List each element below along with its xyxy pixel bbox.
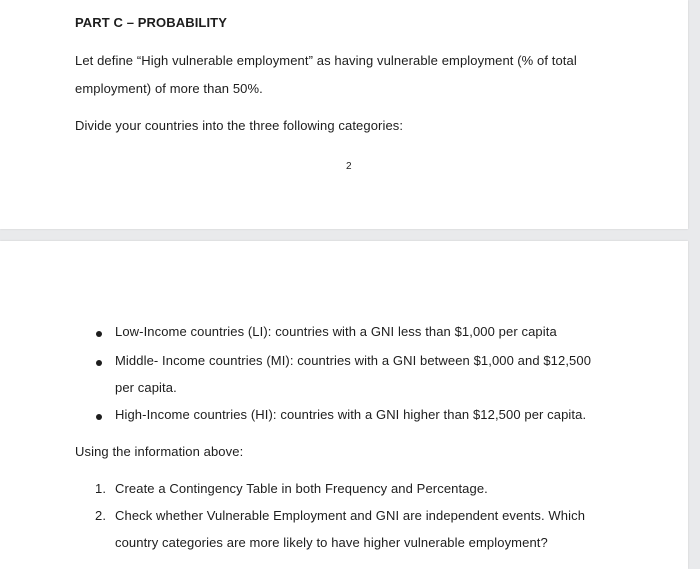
task-1-text: Create a Contingency Table in both Frequency and Percentage. <box>115 481 488 496</box>
document-page-2 <box>0 241 688 569</box>
using-info-text: Using the information above: <box>75 444 244 459</box>
bullet-marker <box>96 331 102 337</box>
bullet-marker <box>96 414 102 420</box>
definition-line-2: employment) of more than 50%. <box>75 81 263 96</box>
definition-line-1: Let define “High vulnerable employment” as having vulnerable employment (% of total <box>75 53 577 68</box>
page-number: 2 <box>346 161 352 172</box>
instruction-text: Divide your countries into the three following categories: <box>75 118 404 133</box>
category-high-income: High-Income countries (HI): countries with a GNI higher than $12,500 per capita. <box>115 407 587 422</box>
task-number: 1. <box>95 481 107 496</box>
category-middle-income-cont: per capita. <box>115 380 177 395</box>
task-number: 2. <box>95 508 107 523</box>
task-2-text: Check whether Vulnerable Employment and GNI are independent events. Which <box>115 508 586 523</box>
document-page-1 <box>0 0 688 229</box>
task-2-text-cont: country categories are more likely to have higher vulnerable employment? <box>115 535 548 550</box>
section-heading: PART C – PROBABILITY <box>75 15 227 30</box>
category-middle-income: Middle- Income countries (MI): countries with a GNI between $1,000 and $12,500 <box>115 353 592 368</box>
bullet-marker <box>96 360 102 366</box>
category-low-income: Low-Income countries (LI): countries with a GNI less than $1,000 per capita <box>115 324 557 339</box>
